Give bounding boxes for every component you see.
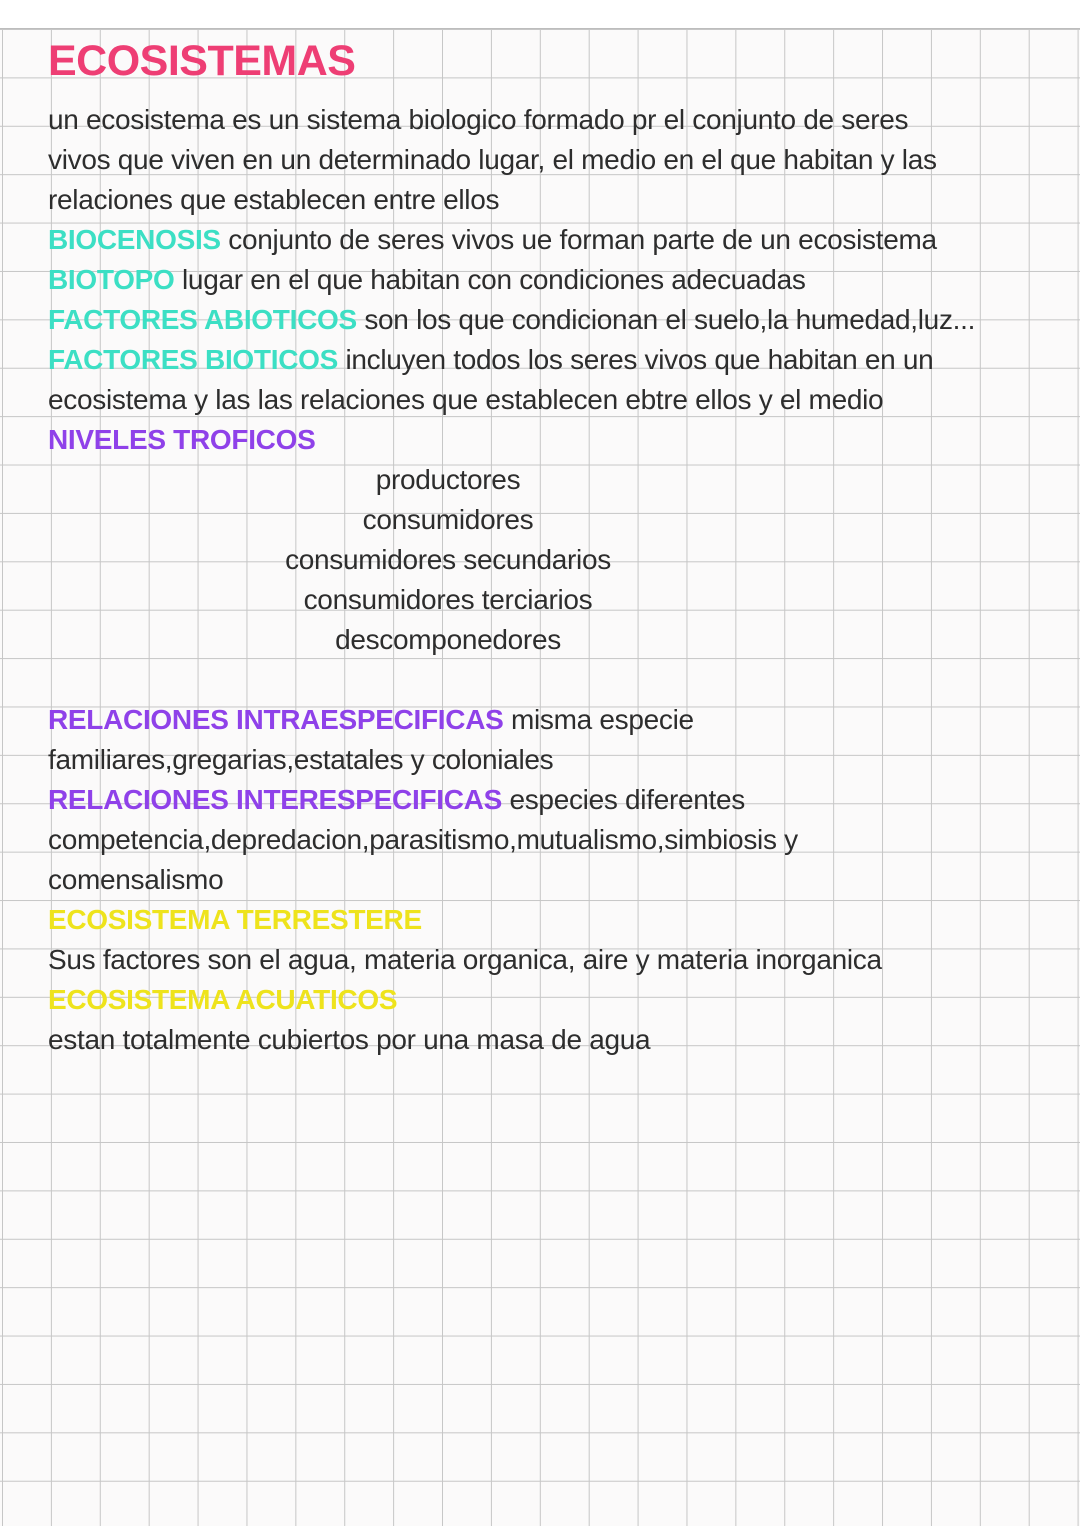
term-ecosistema-terrestre: ECOSISTEMA TERRESTERE <box>48 904 422 935</box>
heading-ecosistema-terrestre <box>48 900 1058 940</box>
note-body <box>48 100 1058 1060</box>
definition-relaciones-interespecificas <box>48 780 1058 820</box>
trophic-level-item: productores <box>375 464 521 495</box>
definition-biotopo <box>48 260 1058 300</box>
term-ecosistema-acuaticos: ECOSISTEMA ACUATICOS <box>48 984 398 1015</box>
intro-line <box>48 140 1058 180</box>
examples-text: competencia,depredacion,parasitismo,mutualismo,simbiosis y <box>48 824 798 855</box>
relaciones-interespecificas-examples <box>48 820 1058 860</box>
examples-text: familiares,gregarias,estatales y coloniales <box>48 744 554 775</box>
definition-text: conjunto de seres vivos ue forman parte de un ecosistema <box>220 224 937 255</box>
term-relaciones-intraespecificas: RELACIONES INTRAESPECIFICAS <box>48 704 504 735</box>
relaciones-intraespecificas-examples <box>48 740 1058 780</box>
intro-text: relaciones que establecen entre ellos <box>48 184 500 215</box>
trophic-level-item: descomponedores <box>335 624 561 655</box>
definition-factores-bioticos-cont <box>48 380 1058 420</box>
term-biotopo: BIOTOPO <box>48 264 175 295</box>
definition-text: incluyen todos los seres vivos que habitan en un <box>337 344 934 375</box>
term-factores-abioticos: FACTORES ABIOTICOS <box>48 304 357 335</box>
intro-line <box>48 180 1058 220</box>
definition-relaciones-intraespecificas <box>48 700 1058 740</box>
examples-text: comensalismo <box>48 864 224 895</box>
term-niveles-troficos: NIVELES TROFICOS <box>48 424 316 455</box>
trophic-levels-list <box>48 460 848 660</box>
relaciones-interespecificas-examples-cont <box>48 860 1058 900</box>
definition-text: lugar en el que habitan con condiciones adecuadas <box>174 264 806 295</box>
trophic-level-item: consumidores <box>362 504 534 535</box>
definition-biocenosis <box>48 220 1058 260</box>
ecosistema-terrestre-description <box>48 940 1058 980</box>
page-title: ECOSISTEMAS <box>48 37 356 85</box>
intro-line <box>48 100 1058 140</box>
note-content <box>48 0 1058 1060</box>
definition-text: especies diferentes <box>501 784 746 815</box>
definition-factores-abioticos <box>48 300 1058 340</box>
definition-factores-bioticos <box>48 340 1058 380</box>
intro-text: vivos que viven en un determinado lugar, el medio en el que habitan y las <box>48 144 937 175</box>
definition-text: ecosistema y las las relaciones que establecen ebtre ellos y el medio <box>48 384 884 415</box>
term-factores-bioticos: FACTORES BIOTICOS <box>48 344 338 375</box>
definition-text: son los que condicionan el suelo,la humedad,luz... <box>356 304 976 335</box>
heading-ecosistema-acuaticos <box>48 980 1058 1020</box>
definition-text: misma especie <box>503 704 694 735</box>
heading-niveles-troficos <box>48 420 1058 460</box>
term-biocenosis: BIOCENOSIS <box>48 224 221 255</box>
spacer <box>48 660 1058 700</box>
trophic-level-item: consumidores terciarios <box>303 584 593 615</box>
term-relaciones-interespecificas: RELACIONES INTERESPECIFICAS <box>48 784 502 815</box>
trophic-level-item: consumidores secundarios <box>285 544 611 575</box>
description-text: estan totalmente cubiertos por una masa de agua <box>48 1024 651 1055</box>
ecosistema-acuaticos-description <box>48 1020 1058 1060</box>
description-text: Sus factores son el agua, materia organica, aire y materia inorganica <box>48 944 882 975</box>
intro-text: un ecosistema es un sistema biologico formado pr el conjunto de seres <box>48 104 909 135</box>
